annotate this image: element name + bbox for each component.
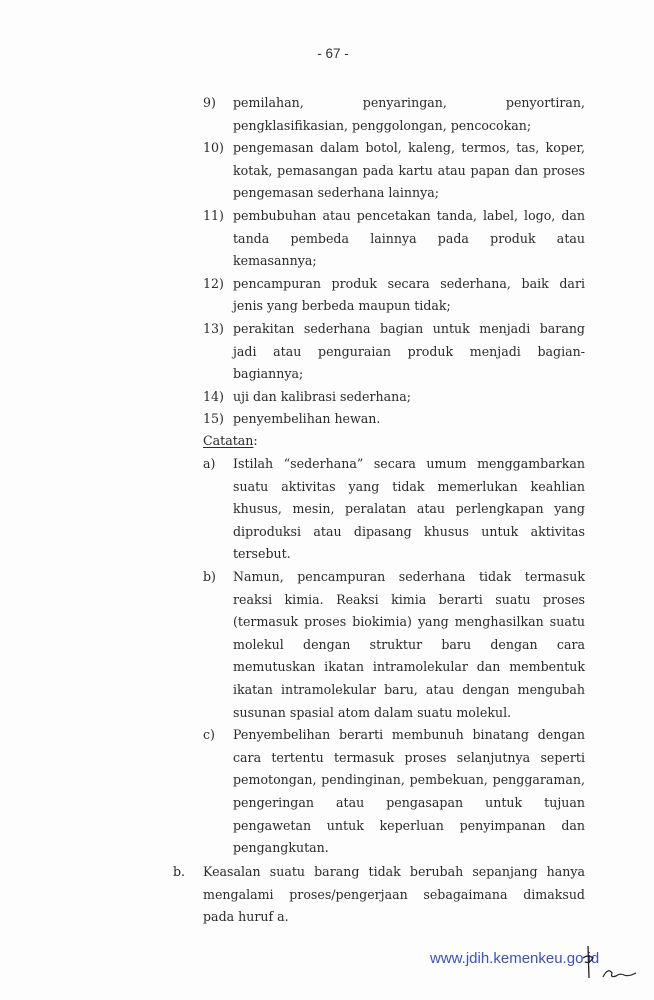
- catatan-colon: :: [253, 433, 258, 448]
- footer-website-link[interactable]: www.jdih.kemenkeu.go.id: [430, 950, 600, 967]
- list-item: [203, 92, 585, 137]
- point-item: [173, 861, 585, 929]
- note-text: Namun, pencampuran sederhana tidak termasuk reaksi kimia. Reaksi kimia berarti suatu proses (termasuk proses biokimia) yang menghasilkan suatu molekul dengan struktur baru dengan cara memutuskan ikatan intramolekular dan membentuk ikatan intramolekular baru, atau dengan mengubah susunan spasial atom dalam suatu molekul.: [233, 568, 585, 720]
- list-item-text: pemilahan, penyaringan, penyortiran, pengklasifikasian, penggolongan, pencocokan;: [233, 95, 585, 133]
- list-marker: 10): [203, 140, 224, 156]
- list-marker: 11): [203, 207, 224, 223]
- list-item-text: pembubuhan atau pencetakan tanda, label, logo, dan tanda pembeda lainnya pada produk atau kemasannya;: [233, 207, 585, 269]
- point-marker: b.: [173, 864, 186, 879]
- list-item: [203, 408, 585, 431]
- note-marker: b): [203, 568, 216, 584]
- list-item-text: uji dan kalibrasi sederhana;: [233, 388, 411, 404]
- page-number: - 67 -: [317, 46, 349, 61]
- list-marker: 12): [203, 275, 224, 291]
- notes-list: [203, 453, 585, 860]
- list-item-text: penyembelihan hewan.: [233, 411, 381, 427]
- list-marker: 14): [203, 388, 224, 404]
- list-marker: 9): [203, 95, 216, 110]
- list-item: [203, 205, 585, 273]
- point-b: [173, 861, 585, 929]
- catatan-heading: [203, 430, 258, 453]
- list-item-text: perakitan sederhana bagian untuk menjadi barang jadi atau penguraian produk menjadi bagian-bagiannya;: [233, 320, 585, 382]
- list-item: [203, 386, 585, 409]
- point-text: Keasalan suatu barang tidak berubah sepanjang hanya mengalami proses/pengerjaan sebagaimana dimaksud pada huruf a.: [203, 864, 585, 925]
- note-text: Penyembelihan berarti membunuh binatang dengan cara tertentu termasuk proses selanjutnya seperti pemotongan, pendinginan, pembekuan, penggaraman, pengeringan atau pengasapan untuk tujuan pengawetan untuk keperluan penyimpanan dan pengangkutan.: [233, 727, 585, 856]
- signature-icon: [600, 965, 640, 981]
- note-item: [203, 453, 585, 566]
- list-marker: 13): [203, 320, 224, 336]
- note-marker: a): [203, 456, 216, 471]
- list-item: [203, 137, 585, 205]
- numbered-list: [203, 92, 585, 431]
- catatan-label: Catatan: [203, 433, 254, 448]
- list-item-text: pencampuran produk secara sederhana, baik dari jenis yang berbeda maupun tidak;: [233, 275, 585, 314]
- note-item: [203, 724, 585, 860]
- note-marker: c): [203, 727, 215, 743]
- note-item: [203, 566, 585, 724]
- list-item-text: pengemasan dalam botol, kaleng, termos, tas, koper, kotak, pemasangan pada kartu atau papan dan proses pengemasan sederhana lainnya;: [233, 140, 585, 201]
- initial-mark-icon: [580, 944, 596, 980]
- list-item: [203, 318, 585, 386]
- note-text: Istilah “sederhana” secara umum menggambarkan suatu aktivitas yang tidak memerlukan keahlian khusus, mesin, peralatan atau perlengkapan yang diproduksi atau dipasang khusus untuk aktivitas tersebut.: [233, 456, 585, 562]
- list-marker: 15): [203, 411, 224, 427]
- list-item: [203, 273, 585, 318]
